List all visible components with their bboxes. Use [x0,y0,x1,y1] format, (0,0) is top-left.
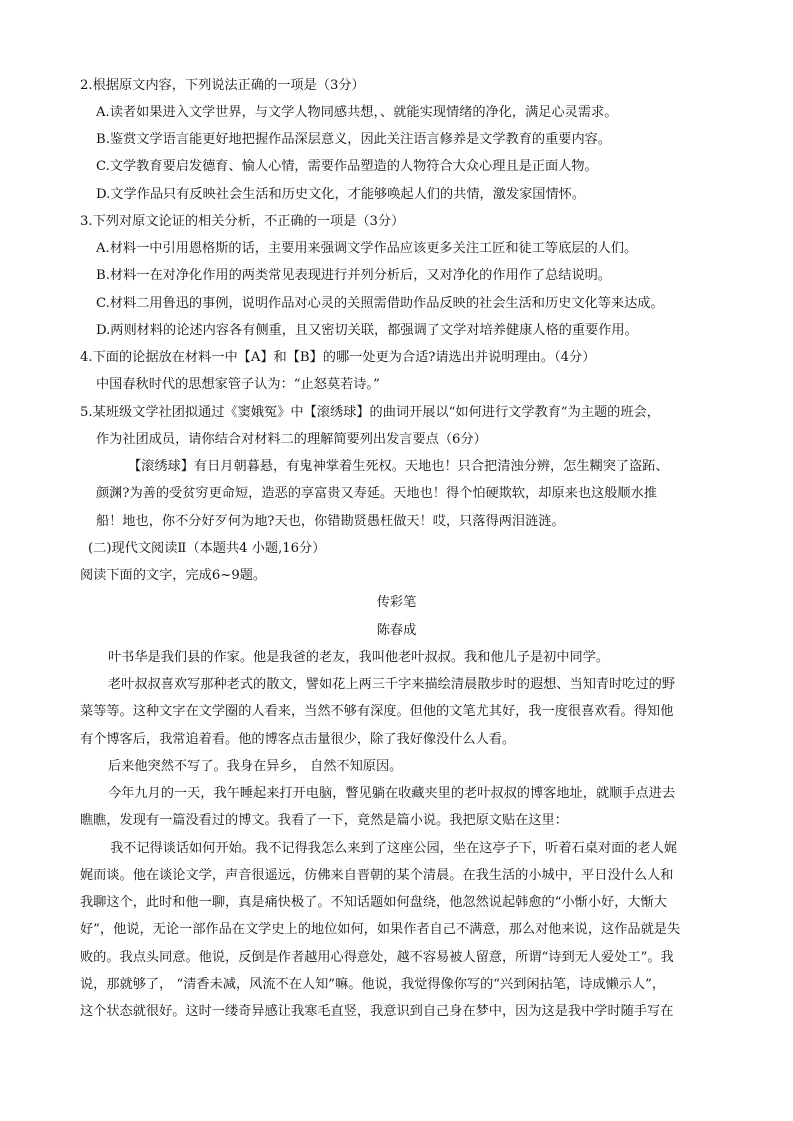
question-3-option-a: A.材料一中引用恩格斯的话，主要用来强调文学作品应该更多关注工匠和徒工等底层的人们。 [96,241,638,256]
paragraph-5-line-3: 我聊这个，此时和他一聊，真是痛快极了。不知话题如何盘绕，他忽然说起韩愈的“小惭小好，大惭大 [80,895,667,910]
paragraph-5-line-4: 好”，他说，无论一部作品在文学史上的地位如何，如果作者自己不满意，那么对他来说，这作品就是失 [80,922,681,937]
question-3-option-c: C.材料二用鲁迅的事例，说明作品对心灵的关照需借助作品反映的社会生活和历史文化等来达成。 [96,296,664,311]
paragraph-2-line-1: 老叶叔叔喜欢写那种老式的散文，譬如花上两三千字来描绘清晨散步时的遐想、当知青时吃过的野 [108,677,676,692]
paragraph-5-line-2: 娓而谈。他在谈论文学，声音很遥远，仿佛来自晋朝的某个清晨。在我生活的小城中，平日没什么人和 [80,868,674,883]
section-heading: (二)现代文阅读Ⅱ（本题共4 小题,16分） [88,541,326,556]
question-2-option-a: A.读者如果进入文学世界，与文学人物同感共想，、就能实现情绪的净化，满足心灵需求。 [96,105,618,120]
question-4-evidence: 中国春秋时代的思想家管子认为：“止怒莫若诗。” [96,377,380,392]
reading-instruction: 阅读下面的文字，完成6~9题。 [80,568,267,583]
story-author: 陈春成 [376,623,417,638]
paragraph-5-line-5: 败的。我点头同意。他说，反倒是作者越用心得意处，越不容易被人留意，所谓“诗到无人爱处工”。我 [80,950,674,965]
paragraph-1: 叶书华是我们县的作家。他是我爸的老友，我叫他老叶叔叔。我和他儿子是初中同学。 [108,650,610,665]
paragraph-4-line-2: 瞧瞧，发现有一篇没看过的博文。我看了一下，竟然是篇小说。我把原文贴在这里： [80,813,568,828]
question-3-option-b: B.材料一在对净化作用的两类常见表现进行并列分析后，又对净化的作用作了总结说明。 [96,268,612,283]
lyric-line-3: 船！地也，你不分好歹何为地?天也，你错勘贤愚枉做天！哎，只落得两泪涟涟。 [96,514,565,529]
paragraph-2-line-3: 有个博客后，我常追着看。他的博客点击量很少，除了我好像没什么人看。 [80,732,516,747]
question-2-option-c: C.文学教育要启发德育、愉人心情，需要作品塑造的人物符合大众心理且是正面人物。 [96,159,598,174]
paragraph-2-line-2: 菜等等。这种文字在文学圈的人看来，当然不够有深度。但他的文笔尤其好，我一度很喜欢看。得知他 [80,704,674,719]
paragraph-5-line-6: 说，那就够了， “清香未减，风流不在人知”嘛。他说，我觉得像你写的“兴到闲拈笔，诗成懒示人”， [80,977,666,992]
question-2-stem: 2.根据原文内容，下列说法正确的一项是（3分） [80,78,365,93]
question-2-option-b: B.鉴赏文学语言能更好地把握作品深层意义，因此关注语言修养是文学教育的重要内容。 [96,132,612,147]
lyric-line-2: 颜渊?为善的受贫穷更命短，造恶的享富贵又寿延。天地也！得个怕硬欺软，却原来也这般顺水推 [96,486,657,501]
paragraph-3: 后来他突然不写了。我身在异乡， 自然不知原因。 [108,759,403,774]
question-3-option-d: D.两则材料的论述内容各有侧重，且又密切关联，都强调了文学对培养健康人格的重要作用。 [96,323,638,338]
paragraph-4-line-1: 今年九月的一天，我午睡起来打开电脑，瞥见躺在收藏夹里的老叶叔叔的博客地址，就顺手点进去 [108,786,676,801]
question-5-stem-cont: 作为社团成员，请你结合对材料二的理解简要列出发言要点（6分） [96,432,487,447]
lyric-line-1: 【滚绣球】有日月朝暮悬，有鬼神掌着生死权。天地也！只合把清浊分辨，怎生糊突了盗跖、 [128,459,669,474]
question-2-option-d: D.文学作品只有反映社会生活和历史文化，才能够唤起人们的共情，激发家国情怀。 [96,187,586,202]
paragraph-5-line-1: 我不记得谈话如何开始。我不记得我怎么来到了这座公园，坐在这亭子下，听着石桌对面的老人娓 [110,841,678,856]
paragraph-5-line-7: 这个状态就很好。这时一缕奇异感让我寒毛直竖，我意识到自己身在梦中，因为这是我中学时随手写在 [80,1004,674,1019]
question-3-stem: 3.下列对原文论证的相关分析，不正确的一项是（3分） [80,214,405,229]
question-4-stem: 4.下面的论据放在材料一中【A】和【B】的哪一处更为合适?请选出并说明理由。（4分） [80,350,596,365]
story-title: 传彩笔 [376,595,417,610]
question-5-stem: 5.某班级文学社团拟通过《窦娥冤》中【滚绣球】的曲词开展以“如何进行文学教育”为主题的班会， [80,405,660,420]
